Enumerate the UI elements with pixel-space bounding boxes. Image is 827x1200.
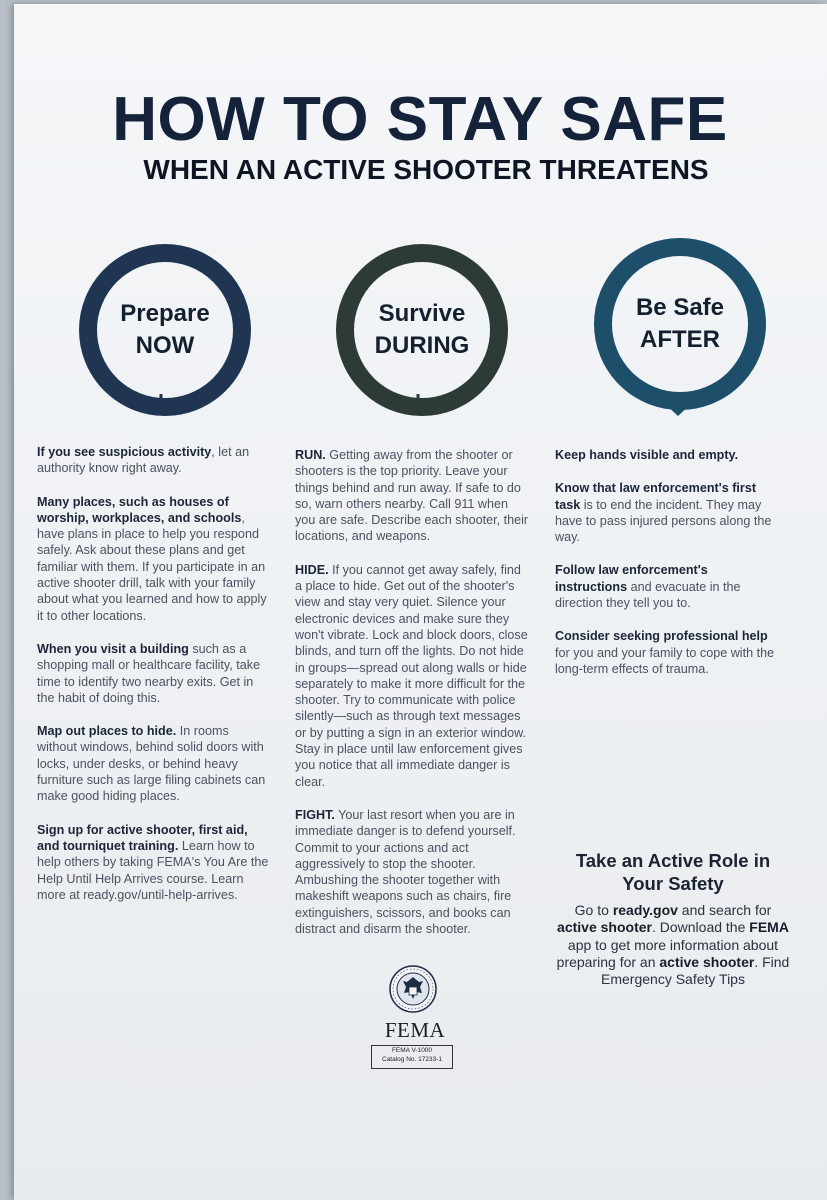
ring-label-line2: DURING [374, 332, 470, 359]
prepare-now-ring [79, 244, 251, 416]
after-column [555, 447, 775, 694]
tip-paragraph: Consider seeking professional help for you and your family to cope with the long-term effects of trauma. [555, 629, 775, 676]
ring-label-line2: AFTER [639, 326, 720, 353]
survive-during-ring [336, 244, 508, 416]
tip-paragraph: Know that law enforcement's first task is to end the incident. They may have to pass injured persons along the way. [555, 481, 772, 545]
arrow-down-icon [147, 394, 175, 418]
dhs-seal-icon [389, 965, 437, 1013]
arrow-down-icon [664, 396, 692, 420]
tip-paragraph: Map out places to hide. In rooms without windows, behind solid doors with locks, under desks, or behind heavy furniture such as large filing cabinets can make good hiding places. [37, 724, 266, 804]
tip-paragraph: Sign up for active shooter, first aid, and tourniquet training. Learn how to help others by taking FEMA's You Are the Help Until Help Arrives course. Learn more at ready.gov/until-help-arrives. [37, 822, 269, 902]
tip-paragraph: HIDE. If you cannot get away safely, find a place to hide. Get out of the shooter's view and stay very quiet. Silence your electronic devices and make sure they won't vibrate. Lock and block doors, close blinds, and turn off the lights. Do not hide in groups—spread out along walls or hide separately to make it more difficult for the shooter. Try to communicate with police silently—such as through text messages or by putting a sign in an exterior window. Stay in place until law enforcement gives you notice that all immediate danger is clear. [295, 562, 528, 789]
ring-label-line2: NOW [135, 332, 195, 359]
tip-paragraph: If you see suspicious activity, let an authority know right away. [37, 445, 250, 476]
tip-paragraph: RUN. Getting away from the shooter or shooters is the top priority. Leave your things behind and run away. If safe to do so, warn others nearby. Call 911 when you are safe. Describe each shooter, their locations, and weapons. [295, 448, 529, 544]
catalog-box: FEMA V-1000 Catalog No. 17233-1 [371, 1045, 453, 1069]
be-safe-after-ring [594, 238, 766, 410]
fema-logo-text: FEMA [384, 1018, 446, 1042]
ready-gov-link[interactable]: ready.gov [612, 902, 678, 918]
page-subtitle: WHEN AN ACTIVE SHOOTER THREATENS [143, 154, 709, 185]
tip-paragraph: Follow law enforcement's instructions and evacuate in the direction they tell you to. [555, 563, 741, 611]
tip-paragraph: Many places, such as houses of worship, workplaces, and schools, have plans in place to help you respond safely. Ask about these plans and get familiar with them. If you participate in an active shooter drill, talk with your family about what you learned and how to apply it to other locations. [37, 494, 267, 623]
prepare-column [37, 444, 269, 920]
ring-label-line1: Prepare [120, 300, 210, 327]
cta-heading: Take an Active Role in Your Safety [575, 850, 771, 894]
survive-column [295, 447, 531, 954]
arrow-down-icon [404, 394, 432, 418]
ring-label-line1: Survive [378, 300, 466, 327]
tip-paragraph: Keep hands visible and empty. [555, 448, 739, 462]
tip-paragraph: FIGHT. Your last resort when you are in immediate danger is to defend yourself. Commit to your actions and act aggressively to stop the shooter. Ambushing the shooter together with makeshift weapons such as chairs, fire extinguishers, scissors, and books can distract and disarm the shooter. [295, 807, 516, 937]
cta-body: Go to ready.gov and search for active shooter. Download the FEMA app to get more information about preparing for an active shooter. Find Emergency Safety Tips [556, 902, 790, 988]
page-title: HOW TO STAY SAFE [112, 85, 728, 154]
tip-paragraph: When you visit a building such as a shopping mall or healthcare facility, take time to identify two nearby exits. Get in the habit of doing this. [37, 641, 261, 705]
ring-label-line1: Be Safe [635, 294, 725, 321]
